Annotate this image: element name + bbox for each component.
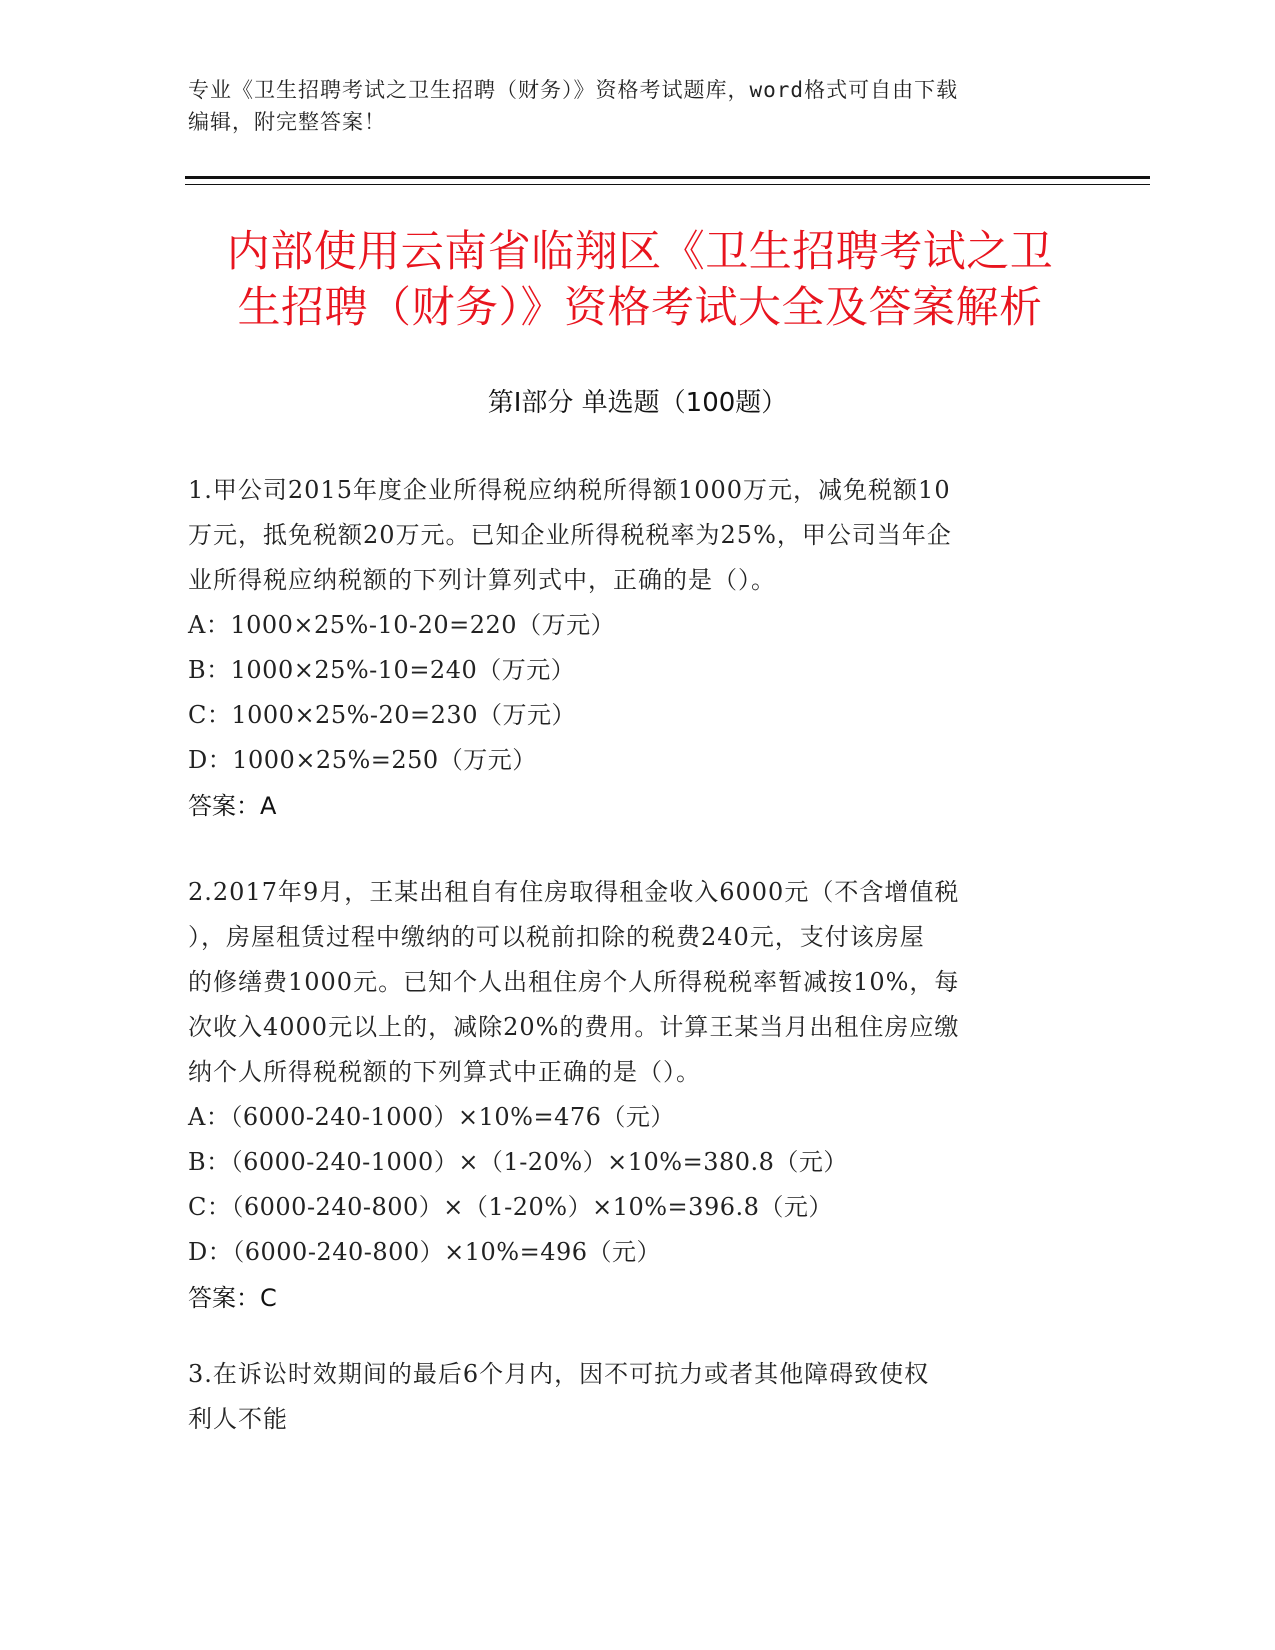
- question-stem-line: 业所得税应纳税额的下列计算列式中，正确的是（）。: [188, 566, 776, 594]
- question-1: [188, 468, 1088, 829]
- answer-line: 答案：C: [188, 1284, 277, 1312]
- document-title-line: 内部使用云南省临翔区《卫生招聘考试之卫: [226, 227, 1054, 277]
- question-stem-line: 万元，抵免税额20万元。已知企业所得税税率为25%，甲公司当年企: [188, 521, 952, 549]
- section-title: 第Ⅰ部分 单选题（100题）: [487, 388, 788, 418]
- option-c: C：（6000-240-800）×（1-20%）×10%=396.8（元）: [188, 1193, 833, 1221]
- option-a: A：（6000-240-1000）×10%=476（元）: [188, 1103, 675, 1131]
- question-stem-line: 次收入4000元以上的，减除20%的费用。计算王某当月出租住房应缴: [188, 1013, 960, 1041]
- question-stem-line: ），房屋租赁过程中缴纳的可以税前扣除的税费240元，支付该房屋: [188, 923, 925, 951]
- header-divider-thin: [185, 184, 1150, 185]
- question-stem-line: 纳个人所得税税额的下列算式中正确的是（）。: [188, 1058, 701, 1086]
- option-b: B：（6000-240-1000）×（1-20%）×10%=380.8（元）: [188, 1148, 848, 1176]
- option-a: A：1000×25%-10-20=220（万元）: [188, 611, 616, 639]
- question-stem-line: 2.2017年9月，王某出租自有住房取得租金收入6000元（不含增值税: [188, 878, 960, 906]
- question-stem-line: 的修缮费1000元。已知个人出租住房个人所得税税率暂减按10%，每: [188, 968, 960, 996]
- header-note: [188, 74, 1088, 138]
- question-stem: [188, 468, 1088, 603]
- question-stem: [188, 1352, 1088, 1442]
- header-divider-thick: [185, 176, 1150, 179]
- question-3: [188, 1352, 1088, 1442]
- document-title: [190, 224, 1090, 336]
- header-note-line: 专业《卫生招聘考试之卫生招聘（财务）》资格考试题库，word格式可自由下载: [188, 78, 959, 102]
- question-stem-line: 1.甲公司2015年度企业所得税应纳税所得额1000万元，减免税额10: [188, 476, 951, 504]
- question-stem-line: 利人不能: [188, 1405, 288, 1433]
- option-b: B：1000×25%-10=240（万元）: [188, 656, 576, 684]
- question-stem-line: 3.在诉讼时效期间的最后6个月内，因不可抗力或者其他障碍致使权: [188, 1360, 930, 1388]
- question-stem: [188, 870, 1088, 1095]
- answer-line: 答案：A: [188, 792, 277, 820]
- option-c: C：1000×25%-20=230（万元）: [188, 701, 576, 729]
- option-d: D：1000×25%=250（万元）: [188, 746, 537, 774]
- option-d: D：（6000-240-800）×10%=496（元）: [188, 1238, 662, 1266]
- document-title-line: 生招聘（财务）》资格考试大全及答案解析: [237, 283, 1043, 333]
- question-2: [188, 870, 1088, 1321]
- header-note-line: 编辑，附完整答案！: [188, 110, 386, 134]
